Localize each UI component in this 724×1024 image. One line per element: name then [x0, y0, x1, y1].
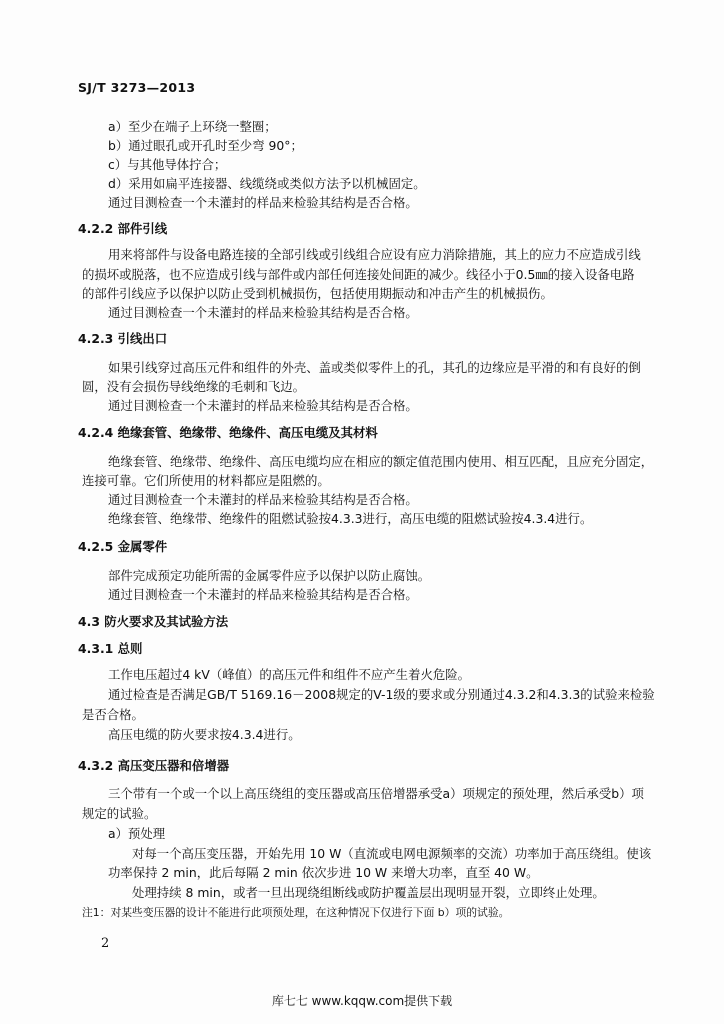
text-line: 是否合格。 [82, 707, 144, 722]
text-line: 部件完成预定功能所需的金属零件应予以保护以防止腐蚀。 [108, 568, 431, 583]
section-heading: 4.2.4 绝缘套管、绝缘带、绝缘件、高压电缆及其材料 [78, 425, 378, 440]
text-line: a）预处理 [108, 826, 166, 841]
text-line: 绝缘套管、绝缘带、绝缘件、高压电缆均应在相应的额定值范围内使用、相互匹配，且应充分固定， [108, 454, 654, 469]
text-line: 通过目测检查一个未灌封的样品来检验其结构是否合格。 [108, 587, 418, 602]
text-line: 对每一个高压变压器，开始先用 10 W（直流或电网电源频率的交流）功率加于高压绕组。使该 [132, 846, 652, 861]
text-line: 的损坏或脱落，也不应造成引线与部件或内部任何连接处间距的减少。线径小于0.5㎜的接入设备电路 [82, 267, 635, 282]
text-line: 通过目测检查一个未灌封的样品来检验其结构是否合格。 [108, 195, 418, 210]
text-line: 如果引线穿过高压元件和组件的外壳、盖或类似零件上的孔，其孔的边缘应是平滑的和有良好的倒 [108, 360, 641, 375]
section-heading: 4.3.1 总则 [78, 641, 143, 656]
text-line: 通过检查是否满足GB/T 5169.16－2008规定的V-1级的要求或分别通过4.3.2和4.3.3的试验来检验 [108, 687, 655, 702]
text-line: 工作电压超过4 kV（峰值）的高压元件和组件不应产生着火危险。 [108, 667, 471, 682]
section-heading: 4.3.2 高压变压器和倍增器 [78, 758, 230, 773]
text-line: 规定的试验。 [82, 806, 157, 821]
text-line: 通过目测检查一个未灌封的样品来检验其结构是否合格。 [108, 305, 418, 320]
text-line: 绝缘套管、绝缘带、绝缘件的阻燃试验按4.3.3进行，高压电缆的阻燃试验按4.3.4进行。 [108, 511, 593, 526]
text-line: 用来将部件与设备电路连接的全部引线或引线组合应设有应力消除措施，其上的应力不应造成引线 [108, 247, 641, 262]
text-line: a）至少在端子上环绕一整圈； [108, 119, 277, 134]
text-line: 高压电缆的防火要求按4.3.4进行。 [108, 727, 301, 742]
download-footer: 库七七 www.kqqw.com提供下载 [271, 994, 453, 1008]
text-line: 通过目测检查一个未灌封的样品来检验其结构是否合格。 [108, 492, 418, 507]
standard-number-header: SJ/T 3273—2013 [78, 80, 196, 95]
section-heading: 4.2.5 金属零件 [78, 539, 168, 554]
page-number: 2 [101, 936, 110, 951]
text-line: 功率保持 2 min，此后每隔 2 min 依次步进 10 W 来增大功率，直至 40 W。 [108, 865, 539, 880]
section-heading: 4.2.3 引线出口 [78, 331, 168, 346]
text-line: 三个带有一个或一个以上高压绕组的变压器或高压倍增器承受a）项规定的预处理，然后承受b）项 [108, 786, 644, 801]
note-line: 注1：对某些变压器的设计不能进行此项预处理，在这种情况下仅进行下面 b）项的试验。 [82, 906, 510, 919]
text-line: d）采用如扁平连接器、线缆绕或类似方法予以机械固定。 [108, 176, 426, 191]
text-line: c）与其他导体拧合； [108, 157, 227, 172]
text-line: 连接可靠。它们所使用的材料都应是阻燃的。 [82, 473, 330, 488]
section-heading: 4.2.2 部件引线 [78, 221, 168, 236]
text-line: 通过目测检查一个未灌封的样品来检验其结构是否合格。 [108, 398, 418, 413]
text-line: 处理持续 8 min，或者一旦出现绕组断线或防护覆盖层出现明显开裂，立即终止处理。 [132, 885, 605, 900]
text-line: 圆，没有会损伤导线绝缘的毛刺和飞边。 [82, 379, 306, 394]
text-line: 的部件引线应予以保护以防止受到机械损伤，包括使用期振动和冲击产生的机械损伤。 [82, 286, 553, 301]
text-line: b）通过眼孔或开孔时至少弯 90°； [108, 138, 303, 153]
section-heading: 4.3 防火要求及其试验方法 [78, 614, 229, 629]
